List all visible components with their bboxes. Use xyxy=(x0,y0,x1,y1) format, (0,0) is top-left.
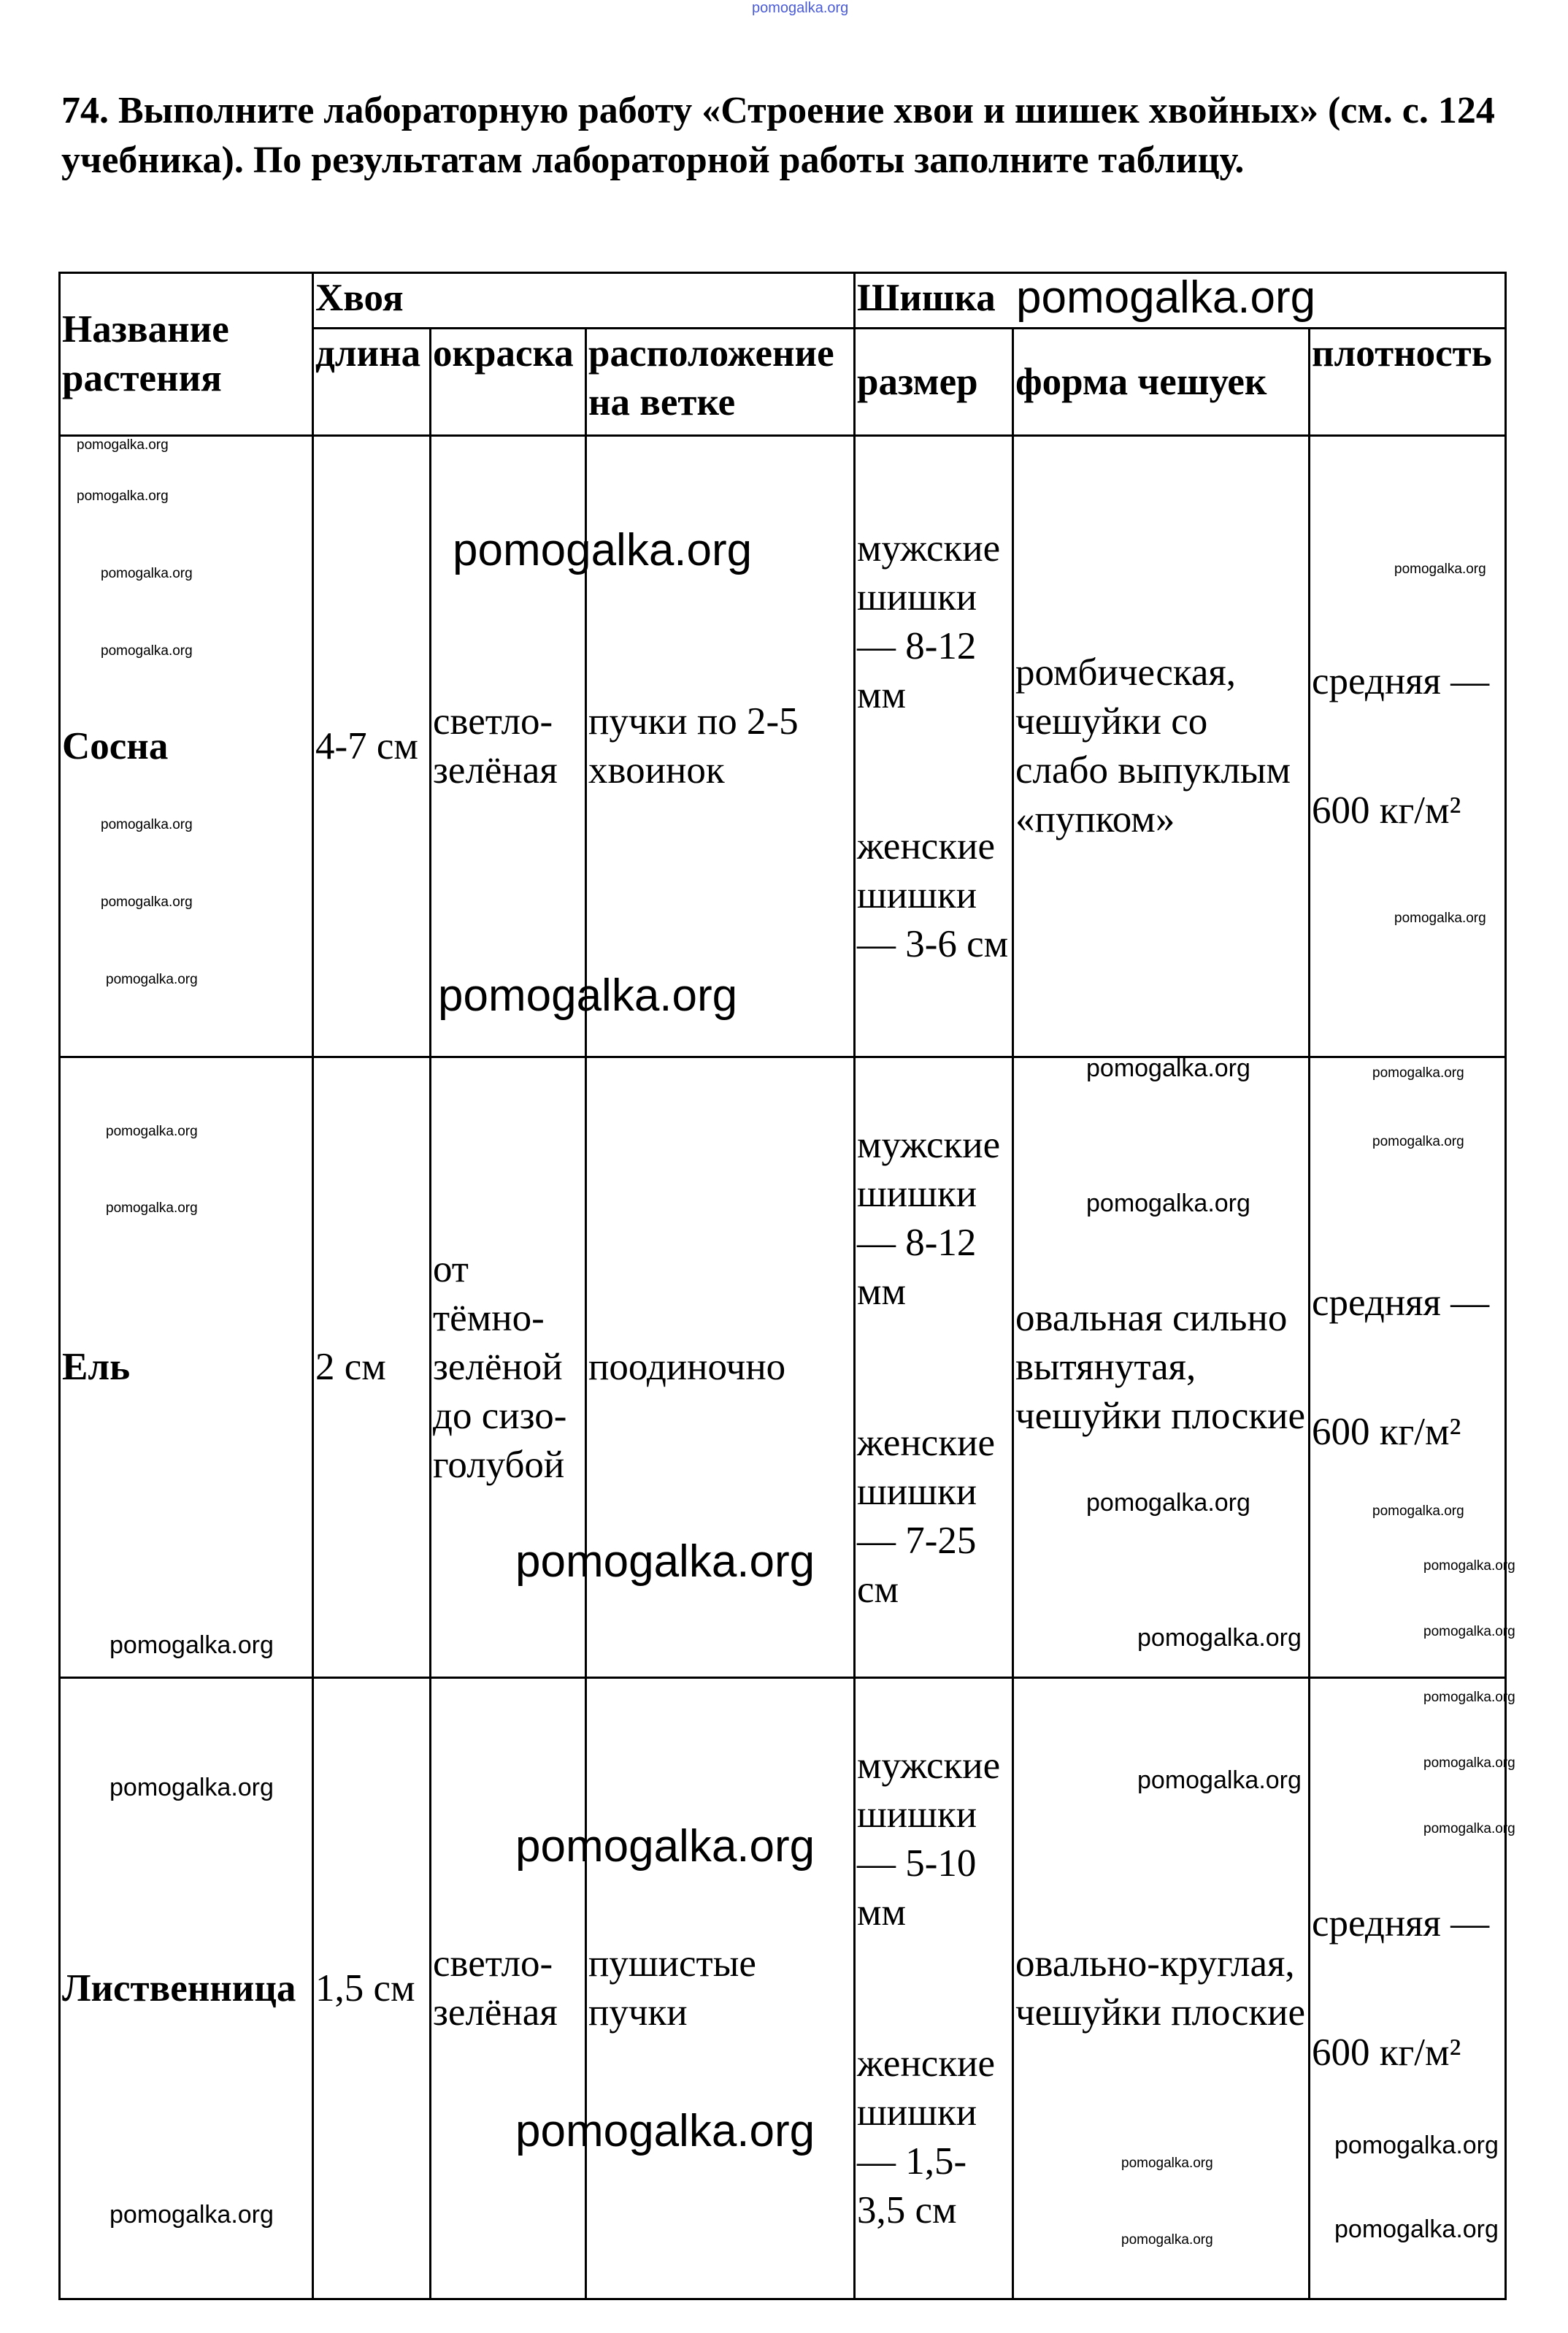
watermark: pomogalka.org xyxy=(438,970,738,1021)
watermark: pomogalka.org xyxy=(106,972,198,987)
needle-color: от тёмно-зелёной до сизо-голубой xyxy=(431,1057,586,1678)
needle-length: 4-7 см xyxy=(313,436,431,1057)
watermark: pomogalka.org xyxy=(1086,1190,1250,1217)
watermark: pomogalka.org xyxy=(1372,1065,1464,1081)
watermark: pomogalka.org xyxy=(1121,2156,1213,2171)
density-value: 600 кг/м² xyxy=(1312,1410,1461,1453)
plant-name: Лиственница xyxy=(60,1678,313,2299)
watermark: pomogalka.org xyxy=(1423,1755,1515,1771)
watermark: pomogalka.org xyxy=(1137,1624,1302,1652)
male-cones: мужские шишки — 5-10 мм xyxy=(857,1744,1001,1934)
results-table xyxy=(58,272,1507,2300)
plant-name: Ель xyxy=(60,1057,313,1678)
header-scale-shape: форма чешуек xyxy=(1013,329,1310,436)
watermark: pomogalka.org xyxy=(1372,1134,1464,1149)
header-density: плотность xyxy=(1310,329,1506,436)
header-length: длина xyxy=(313,329,431,436)
cone-size xyxy=(855,1057,1013,1678)
cone-size xyxy=(855,436,1013,1057)
watermark: pomogalka.org xyxy=(1016,272,1316,323)
scale-shape: овально-круглая, чешуйки плоские xyxy=(1013,1678,1310,2299)
watermark: pomogalka.org xyxy=(106,1124,198,1139)
watermark: pomogalka.org xyxy=(109,2201,274,2229)
male-cones: мужские шишки — 8-12 мм xyxy=(857,1123,1001,1313)
task-title: 74. Выполните лабораторную работу «Строение хвои и шишек хвойных» (см. с. 124 учебника). По результатам лабораторной работы заполните таблицу. xyxy=(61,90,1495,181)
needle-color: светло-зелёная xyxy=(431,1678,586,2299)
needle-color: светло-зелёная xyxy=(431,436,586,1057)
needle-length: 1,5 см xyxy=(313,1678,431,2299)
watermark: pomogalka.org xyxy=(515,2106,815,2156)
density xyxy=(1310,436,1506,1057)
header-cone: Шишка xyxy=(855,273,1506,329)
header-arrangement: расположение на ветке xyxy=(586,329,855,436)
watermark: pomogalka.org xyxy=(1423,1624,1515,1639)
watermark: pomogalka.org xyxy=(1423,1558,1515,1574)
watermark: pomogalka.org xyxy=(101,894,193,910)
header-color: окраска xyxy=(431,329,586,436)
watermark: pomogalka.org xyxy=(1394,911,1486,926)
watermark: pomogalka.org xyxy=(1086,1489,1250,1517)
scale-shape: ромбическая, чешуйки со слабо выпуклым «пупком» xyxy=(1013,436,1310,1057)
density-label: средняя — xyxy=(1312,1902,1490,1945)
needle-length: 2 см xyxy=(313,1057,431,1678)
watermark: pomogalka.org xyxy=(1334,2131,1499,2159)
female-cones: женские шишки — 7-25 см xyxy=(857,1421,995,1611)
density-value: 600 кг/м² xyxy=(1312,2031,1461,2074)
watermark: pomogalka.org xyxy=(515,1536,815,1587)
density-label: средняя — xyxy=(1312,1281,1490,1324)
watermark: pomogalka.org xyxy=(109,1774,274,1801)
watermark: pomogalka.org xyxy=(77,489,169,504)
watermark: pomogalka.org xyxy=(77,437,169,453)
scale-shape: овальная сильно вытянутая, чешуйки плоские xyxy=(1013,1057,1310,1678)
watermark: pomogalka.org xyxy=(515,1821,815,1872)
watermark: pomogalka.org xyxy=(1086,1054,1250,1082)
male-cones: мужские шишки — 8-12 мм xyxy=(857,526,1001,716)
plant-name: Сосна xyxy=(60,436,313,1057)
header-size: размер xyxy=(855,329,1013,436)
header-name: Название растения xyxy=(60,273,313,436)
watermark: pomogalka.org xyxy=(101,566,193,581)
watermark-top: pomogalka.org xyxy=(752,0,849,16)
watermark: pomogalka.org xyxy=(1423,1821,1515,1836)
watermark: pomogalka.org xyxy=(1334,2215,1499,2243)
watermark: pomogalka.org xyxy=(1394,562,1486,577)
density-value: 600 кг/м² xyxy=(1312,789,1461,832)
watermark: pomogalka.org xyxy=(453,525,753,575)
density-label: средняя — xyxy=(1312,660,1490,702)
watermark: pomogalka.org xyxy=(1423,1690,1515,1705)
female-cones: женские шишки — 1,5-3,5 см xyxy=(857,2042,995,2232)
watermark: pomogalka.org xyxy=(1121,2232,1213,2248)
watermark: pomogalka.org xyxy=(106,1200,198,1216)
watermark: pomogalka.org xyxy=(1137,1766,1302,1794)
watermark: pomogalka.org xyxy=(101,817,193,832)
watermark: pomogalka.org xyxy=(1372,1503,1464,1519)
needle-arrangement: пушистые пучки xyxy=(586,1678,855,2299)
watermark: pomogalka.org xyxy=(101,643,193,659)
table-row xyxy=(60,436,1506,1057)
cone-size xyxy=(855,1678,1013,2299)
female-cones: женские шишки — 3-6 см xyxy=(857,824,1009,965)
header-needles: Хвоя xyxy=(313,273,855,329)
watermark: pomogalka.org xyxy=(109,1631,274,1659)
density xyxy=(1310,1057,1506,1678)
needle-arrangement: пучки по 2-5 хвоинок xyxy=(586,436,855,1057)
needle-arrangement: поодиночно xyxy=(586,1057,855,1678)
